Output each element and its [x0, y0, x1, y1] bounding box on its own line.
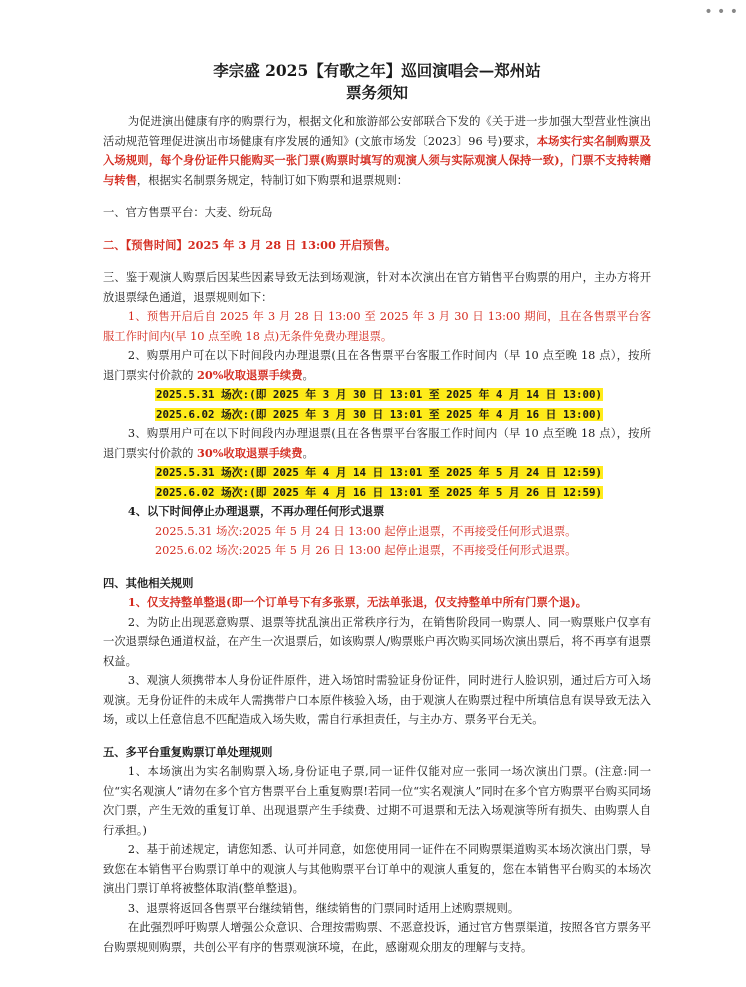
intro-rule-highlight: 本场实行实名制购票及入场规则，每个身份证件只能购买一张门票(购票时填写的观演人须与实际观演人保持一致)，门票不支持转赠与转售: [103, 133, 651, 187]
section-1-platforms: 一、官方售票平台：大麦、纷玩岛: [103, 206, 273, 219]
highlighted-date: 2025.6.02 场次:(即 2025 年 3 月 30 日 13:01 至 2025 年 4 月 16 日 13:00): [156, 407, 602, 421]
page-title: 李宗盛 2025【有歌之年】巡回演唱会—郑州站: [213, 61, 541, 80]
section-3-item-4: 4、以下时间停止办理退票，不再办理任何形式退票: [127, 504, 385, 518]
section-3-item-3: [103, 424, 651, 463]
section-3-item-2: [103, 346, 651, 385]
item-2-fee: 20%收取退票手续费: [196, 367, 303, 382]
section-5-item-1: 1、本场演出为实名制购票入场,身份证电子票,同一证件仅能对应一张同一场次演出门票。(注意:同一位“实名观演人”请勿在多个官方售票平台上重复购票!若同一位“实名观演人”同时在多个官方购票平台购买同场次门票，产生无效的重复订单、出现退票产生手续费、过期不可退票和无法入场观演等所有损失、由购票人自行承担。): [103, 765, 651, 837]
section-5-item-3: 3、退票将返回各售票平台继续销售，继续销售的门票同时适用上述购票规则。: [127, 901, 520, 915]
document-page: [103, 60, 651, 957]
refund-window-line: [103, 405, 651, 425]
more-dots-icon[interactable]: • • •: [704, 4, 738, 20]
highlighted-date: 2025.5.31 场次:(即 2025 年 4 月 14 日 13:01 至 2025 年 5 月 24 日 12:59): [156, 466, 602, 479]
item-3-fee: 30%收取退票手续费: [196, 445, 303, 460]
item-2-text: 2、购票用户可在以下时间段内办理退票(且在各售票平台客服工作时间内（早 10 点至晚 18 点），按所退门票实付价款的: [103, 349, 651, 382]
section-4-item-3: 3、观演人须携带本人身份证件原件，进入场馆时需验证身份证件，同时进行人脸识别，通过后方可入场观演。无身份证件的未成年人需携带户口本原件核验入场，由于观演人在购票过程中所填信息有误导致无法入场，或以上任意信息不匹配造成入场失败，需自行承担责任，与主办方、票务平台无关。: [103, 674, 651, 726]
closing-paragraph: 在此强烈呼吁购票人增强公众意识、合理按需购票、不恶意投诉，通过官方售票渠道，按照各官方票务平台购票规则购票，共创公平有序的售票观演环境，在此，感谢观众朋友的理解与支持。: [103, 921, 651, 954]
intro-text-end: ，根据实名制票务规定，特制订如下购票和退票规则：: [136, 173, 409, 187]
intro-text: 为促进演出健康有序的购票行为，根据文化和旅游部公安部联合下发的《关于进一步加强大型营业性演出活动规范管理促进演出市场健康有序发展的通知》(文旅市场发〔2023〕96 号)要求，: [103, 115, 651, 148]
section-4-item-1: 1、仅支持整单整退(即一个订单号下有多张票，无法单张退，仅支持整单中所有门票个退)。: [127, 595, 587, 609]
item-3-text: 3、购票用户可在以下时间段内办理退票(且在各售票平台客服工作时间内（早 10 点至晚 18 点），按所退门票实付价款的: [103, 427, 651, 460]
stop-refund-line: 2025.5.31 场次:2025 年 5 月 24 日 13:00 起停止退票，不再接受任何形式退票。: [155, 524, 577, 538]
intro-paragraph: [103, 112, 651, 190]
refund-window-line: [103, 463, 651, 483]
item-3-end: 。: [302, 446, 314, 460]
section-5-heading: 五、多平台重复购票订单处理规则: [103, 744, 273, 759]
section-3-item-1: 1、预售开启后自 2025 年 3 月 28 日 13:00 至 2025 年 3 月 30 日 13:00 期间，且在各售票平台客服工作时间内(早 10 点至晚 18 点)无条件免费办理退票。: [103, 310, 651, 343]
section-4-item-2: 2、为防止出现恶意购票、退票等扰乱演出正常秩序行为，在销售阶段同一购票人、同一购票账户仅享有一次退票绿色通道权益，在产生一次退票后，如该购票人/购票账户再次购买同场次演出票后，将不再享有退票权益。: [103, 615, 651, 668]
section-4-heading: 四、其他相关规则: [103, 575, 194, 590]
refund-window-line: [103, 385, 651, 405]
section-5-item-2: 2、基于前述规定，请您知悉、认可并同意，如您使用同一证件在不同购票渠道购买本场次演出门票，导致您在本销售平台购票订单中的观演人与其他购票平台订单中的观演人重复的，您在本销售平台购买的本场次演出门票订单将被整体取消(整单整退)。: [103, 843, 651, 895]
highlighted-date: 2025.6.02 场次:(即 2025 年 4 月 16 日 13:01 至 2025 年 5 月 26 日 12:59): [156, 485, 602, 499]
highlighted-date: 2025.5.31 场次:(即 2025 年 3 月 30 日 13:01 至 2025 年 4 月 14 日 13:00): [156, 388, 602, 401]
page-subtitle: 票务须知: [345, 83, 408, 102]
refund-window-line: [103, 483, 651, 503]
section-3-intro: 三、鉴于观演人购票后因某些因素导致无法到场观演，针对本次演出在官方销售平台购票的用户，主办方将开放退票绿色通道，退票规则如下：: [103, 271, 651, 304]
item-2-end: 。: [302, 368, 314, 382]
stop-refund-line: 2025.6.02 场次:2025 年 5 月 26 日 13:00 起停止退票，不再接受任何形式退票。: [155, 544, 577, 557]
section-2-presale: 二、【预售时间】2025 年 3 月 28 日 13:00 开启预售。: [103, 237, 397, 252]
